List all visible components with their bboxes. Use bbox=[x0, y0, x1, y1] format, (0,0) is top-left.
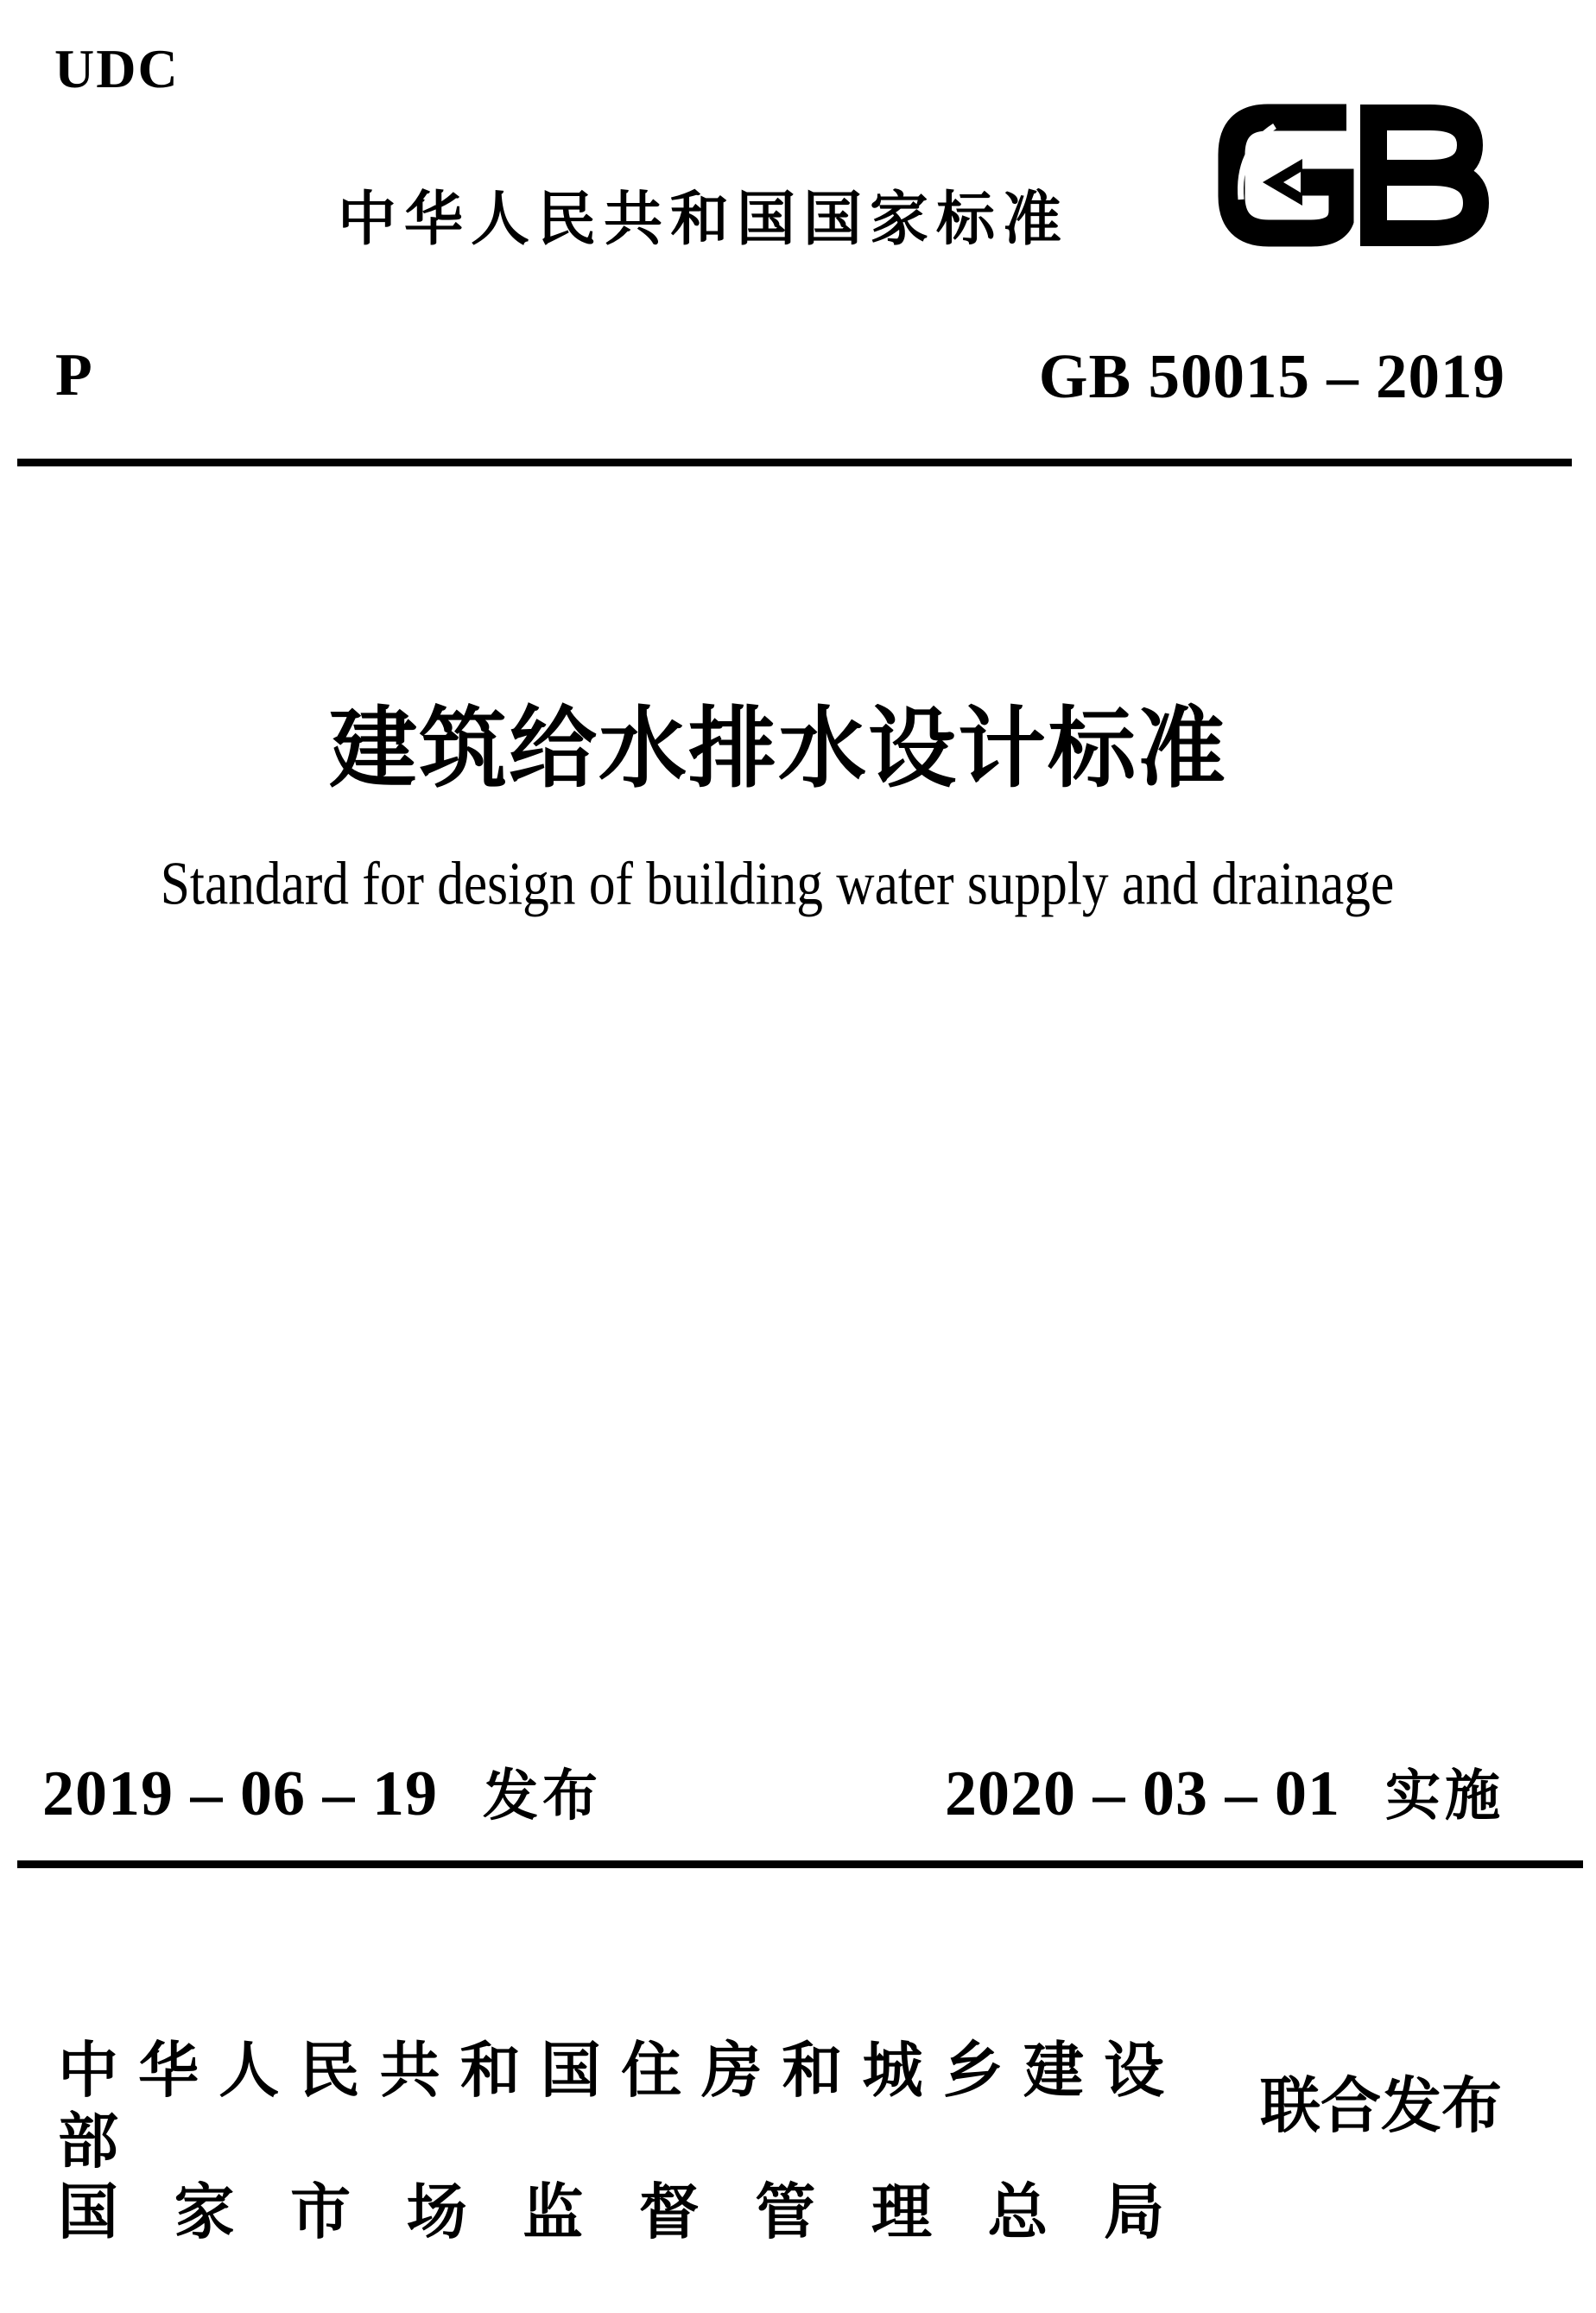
standard-title-zh: 建筑给水排水设计标准 bbox=[329, 701, 1227, 799]
national-standard-heading: 中华人民共和国国家标准 bbox=[338, 187, 1070, 252]
issue-label: 发布 bbox=[483, 1765, 602, 1827]
gb-standard-logo-icon bbox=[1213, 100, 1504, 250]
dates-row bbox=[42, 1759, 1504, 1829]
standard-number: GB 50015 – 2019 bbox=[1038, 341, 1505, 411]
issuer-line-2: 国 家 市 场 监 督 管 理 总 局 bbox=[58, 2178, 1164, 2246]
effective-label: 实施 bbox=[1385, 1765, 1504, 1827]
top-horizontal-rule bbox=[17, 459, 1572, 466]
issue-date-group bbox=[42, 1759, 602, 1829]
effective-date-group bbox=[945, 1759, 1504, 1829]
effective-date: 2020 – 03 – 01 bbox=[945, 1759, 1340, 1829]
issue-date: 2019 – 06 – 19 bbox=[42, 1759, 438, 1829]
standard-title-en: Standard for design of building water supply and drainage bbox=[160, 849, 1395, 918]
issuer-line-1: 中 华 人 民 共 和 国 住 房 和 城 乡 建 设 部 bbox=[58, 2037, 1164, 2175]
udc-label: UDC bbox=[54, 38, 180, 99]
issuers-block bbox=[58, 2035, 1164, 2247]
doc-classification-label: P bbox=[55, 342, 92, 409]
bottom-horizontal-rule bbox=[17, 1860, 1583, 1868]
joint-issue-label: 联合发布 bbox=[1260, 2072, 1502, 2139]
